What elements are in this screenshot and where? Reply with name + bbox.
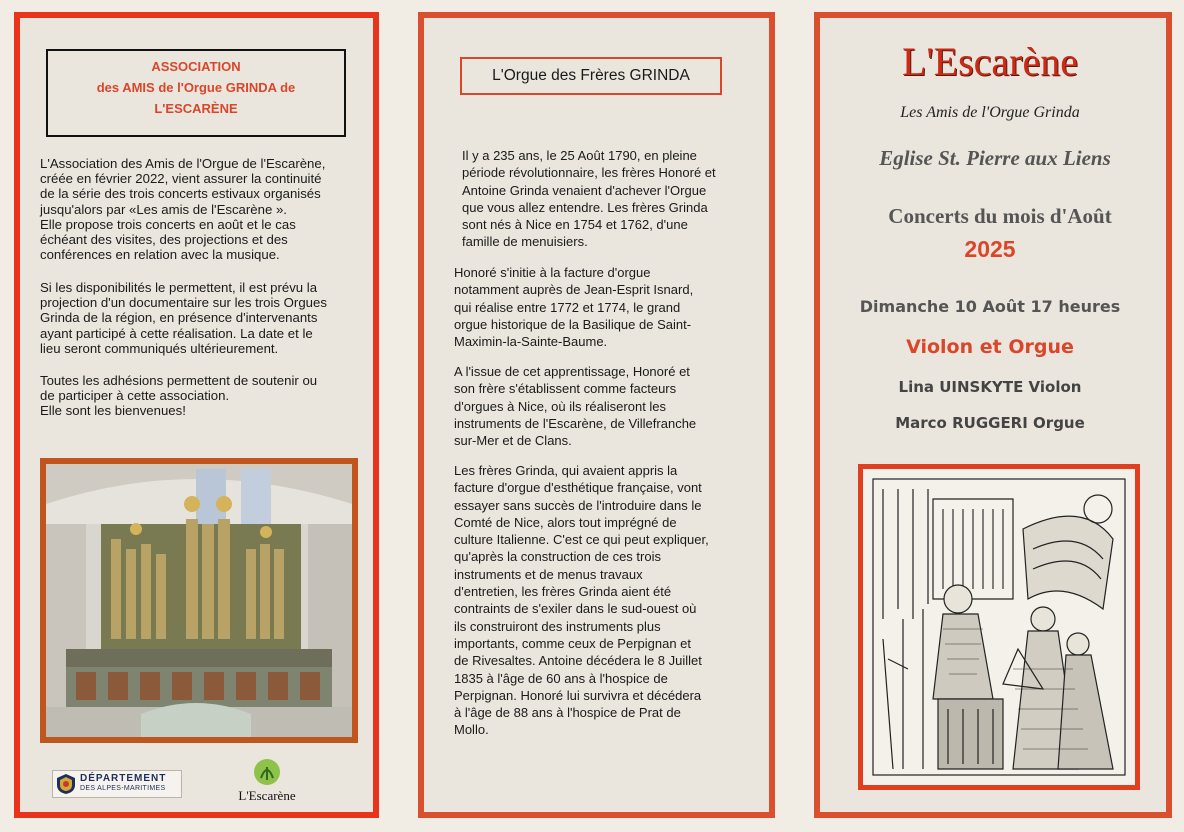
history-paragraph-2 <box>454 264 754 350</box>
church-name: Eglise St. Pierre aux Liens <box>879 146 1111 170</box>
text-line: qu'après la construction de ces trois <box>454 549 661 565</box>
text-line: Elle propose trois concerts en août et le cas <box>40 216 296 232</box>
text-line: sur-Mer et de Clans. <box>454 433 572 449</box>
engraving-illustration <box>863 469 1135 785</box>
church-organ-illustration <box>46 464 352 737</box>
department-subname: DES ALPES-MARITIMES <box>80 785 166 792</box>
text-line: A l'issue de cet apprentissage, Honoré et <box>454 364 690 379</box>
text-line: à l'âge de 88 ans à l'hospice de Prat de <box>454 705 681 721</box>
text-line: notamment auprès de Jean-Esprit Isnard, <box>454 282 694 298</box>
text-line: contraints de s'exiler dans le sud-ouest où <box>454 601 697 617</box>
text-line: échéant des visites, des projections et des <box>40 232 288 248</box>
text-line: de Rivesaltes. Antoine décédera le 8 Juillet <box>454 653 702 669</box>
middle-panel <box>418 12 775 818</box>
text-line: d'orgues à Nice, où ils réaliseront les <box>454 398 667 414</box>
text-line: lieu seront communiqués ultérieurement. <box>40 340 279 356</box>
text-line: 1835 à l'âge de 60 ans à l'hospice de <box>454 670 668 686</box>
text-line: instruments et de menus travaux <box>454 566 643 582</box>
association-title-box <box>46 49 346 137</box>
church-organ-photo <box>40 458 358 743</box>
text-line: que vous allez entendre. Les frères Grinda <box>462 199 708 215</box>
right-panel <box>814 12 1172 818</box>
text-line: conférences en relation avec la musique. <box>40 247 280 263</box>
text-line: Il y a 235 ans, le 25 Août 1790, en pleine <box>462 148 697 163</box>
association-line3: L'ESCARÈNE <box>154 101 238 116</box>
text-line: Mollo. <box>454 722 489 738</box>
text-line: sont nés à Nice en 1754 et 1762, d'une <box>462 217 688 233</box>
history-paragraph-1 <box>462 147 762 251</box>
text-line: jusqu'alors par «Les amis de l'Escarène ». <box>40 201 287 217</box>
text-line: période révolutionnaire, les frères Honoré et <box>462 165 716 181</box>
intro-paragraph <box>40 156 360 262</box>
text-line: de participer à cette association. <box>40 388 230 404</box>
concert-program: Violon et Orgue <box>906 336 1074 358</box>
brochure-title: L'Escarène <box>902 39 1078 84</box>
text-line: Toutes les adhésions permettent de soutenir ou <box>40 373 318 388</box>
text-line: importants, comme ceux de Perpignan et <box>454 635 692 651</box>
text-line: facture d'orgue d'esthétique française, vont <box>454 480 702 496</box>
text-line: Perpignan. Honoré lui survivra et décédera <box>454 687 702 703</box>
text-line: de la série des trois concerts estivaux organisés <box>40 186 321 202</box>
department-logo <box>52 770 182 798</box>
history-paragraph-3 <box>454 363 754 449</box>
text-line: essayer sans succès de l'introduire dans le <box>454 497 702 513</box>
performer-violin: Lina UINSKYTE Violon <box>898 378 1082 396</box>
text-line: créée en février 2022, vient assurer la continuité <box>40 171 322 187</box>
concert-date: Dimanche 10 Août 17 heures <box>859 297 1121 316</box>
text-line: orgue historique de la Basilique de Saint- <box>454 316 692 332</box>
text-line: Comté de Nice, alors tout imprégné de <box>454 514 677 530</box>
performer-organ: Marco RUGGERI Orgue <box>895 414 1085 432</box>
text-line: instruments de l'Escarène, de Villefranche <box>454 415 697 431</box>
text-line: Maximin-la-Sainte-Baume. <box>454 334 608 350</box>
text-line: Les frères Grinda, qui avaient appris la <box>454 463 678 478</box>
text-line: qui réalise entre 1772 et 1774, le grand <box>454 299 681 315</box>
text-line: ils construiront des instruments plus <box>454 618 661 634</box>
department-name: DÉPARTEMENT <box>80 773 167 784</box>
department-crest-icon <box>56 773 76 795</box>
town-name: L'Escarène <box>238 788 296 803</box>
text-line: Antoine Grinda venaient d'achever l'Orgue <box>462 182 707 198</box>
organist-engraving <box>858 464 1140 790</box>
text-line: famille de menuisiers. <box>462 234 588 250</box>
text-line: Elle sont les bienvenues! <box>40 403 186 419</box>
text-line: Honoré s'initie à la facture d'orgue <box>454 265 651 280</box>
text-line: d'entretien, les frères Grinda aient été <box>454 584 672 600</box>
left-panel <box>14 12 379 818</box>
projection-paragraph <box>40 280 360 356</box>
organ-history-title: L'Orgue des Frères GRINDA <box>460 57 722 95</box>
brochure-subtitle: Les Amis de l'Orgue Grinda <box>900 104 1080 121</box>
text-line: ayant participé à cette réalisation. La date et le <box>40 325 313 341</box>
association-line2: des AMIS de l'Orgue GRINDA de <box>96 80 296 95</box>
town-logo <box>232 758 302 808</box>
text-line: Grinda de la région, en présence d'intervenants <box>40 310 318 326</box>
membership-paragraph <box>40 373 360 419</box>
concert-year: 2025 <box>964 236 1016 262</box>
leaf-icon <box>252 758 282 786</box>
text-line: son frère s'établissent comme facteurs <box>454 381 677 397</box>
text-line: projection d'un documentaire sur les trois Orgues <box>40 295 327 311</box>
text-line: culture Italienne. C'est ce qui peut expliquer, <box>454 532 709 548</box>
concerts-heading: Concerts du mois d'Août <box>888 204 1112 228</box>
text-line: Si les disponibilités le permettent, il est prévu la <box>40 280 318 295</box>
text-line: L'Association des Amis de l'Orgue de l'Escarène, <box>40 156 326 171</box>
history-paragraph-4 <box>454 462 754 739</box>
association-line1: ASSOCIATION <box>151 59 241 74</box>
